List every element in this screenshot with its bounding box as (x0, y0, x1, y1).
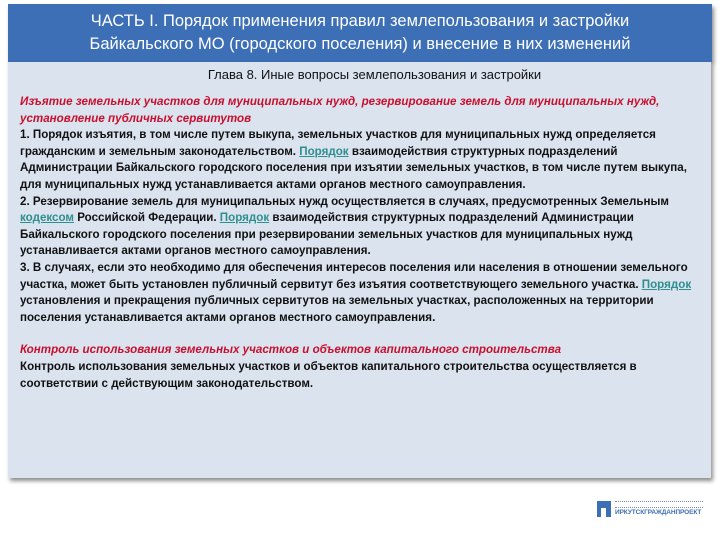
slide-header (8, 4, 712, 62)
paragraph-2-text-c: взаимодействия структурных подразделений Администрации Байкальского городского поселения при резервировании земельных участков для муниципальных нужд устанавливается актами органов местного самоуправления. (20, 211, 634, 258)
link-poryadok-2[interactable]: Порядок (219, 211, 270, 225)
header-line-2: Байкальского МО (городского поселения) и внесение в них изменений (89, 35, 631, 53)
link-poryadok-1[interactable]: Порядок (299, 144, 349, 158)
link-kodeks[interactable]: кодексом (20, 211, 74, 225)
building-icon (597, 501, 611, 517)
paragraph-3-text-a: 3. В случаях, если это необходимо для обеспечения интересов поселения или населения в отношении земельного участка, может быть установлен публичный сервитут без изъятия соответствующего земельного участка. (20, 260, 688, 291)
paragraph-control: Контроль использования земельных участков и объектов капитального строительства осуществляется в соответствии с действующим законодательством. (20, 359, 637, 390)
header-line-1: ЧАСТЬ I. Порядок применения правил землепользования и застройки (90, 12, 630, 30)
logo-text: ИРКУТСКГРАЖДАНПРОЕКТ (615, 509, 702, 516)
paragraph-1-text-a: 1. Порядок изъятия, в том числе путем выкупа, земельных участков для муниципальных нужд определяется гражданским и земельным законодательством. (20, 128, 656, 158)
content-panel (8, 62, 711, 478)
paragraph-1-text-b: взаимодействия структурных подразделений Администрации Байкальского городского поселения при изъятии земельных участков, в том числе путем выкупа, для муниципальных нужд устанавливается актами органов местного самоуправления. (20, 144, 687, 191)
paragraph-2-text-a: 2. Резервирование земель для муниципальных нужд осуществляется в случаях, предусмотренных Земельным (20, 194, 669, 208)
paragraph-2 (20, 194, 701, 260)
link-poryadok-3[interactable]: Порядок (641, 277, 692, 291)
section-title-withdrawal: Изъятие земельных участков для муниципальных нужд, резервирование земель для муниципальных нужд, установление публичных сервитутов (20, 95, 660, 125)
company-logo (597, 499, 707, 521)
paragraph-2-text-b: Российской Федерации. (74, 211, 220, 225)
logo-decor-lines (615, 501, 703, 508)
paragraph-1 (20, 127, 701, 193)
section-title-control: Контроль использования земельных участков и объектов капитального строительства (20, 343, 562, 357)
spacer (20, 326, 701, 342)
paragraph-3-text-b: установления и прекращения публичных сервитутов на земельных участках, расположенных на территории поселения устанавливается актами органов местного самоуправления. (20, 294, 654, 324)
chapter-title: Глава 8. Иные вопросы землепользования и застройки (207, 67, 542, 82)
paragraph-3 (20, 260, 701, 326)
